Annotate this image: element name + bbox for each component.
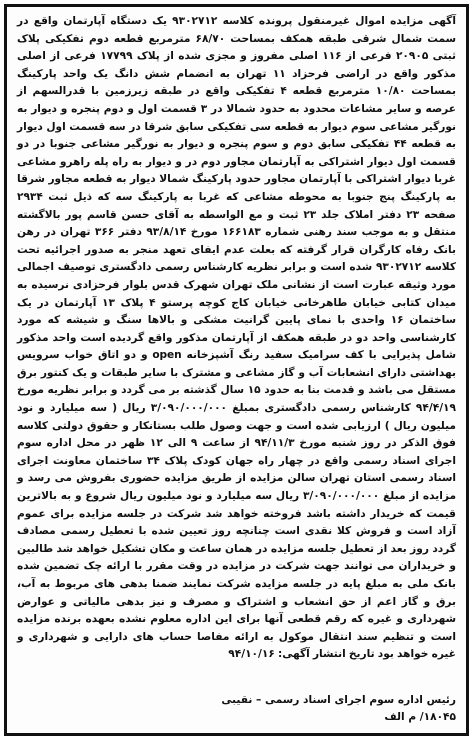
notice-body: آگهی مزایده اموال غیرمنقول پرونده کلاسه ۹۳۰۲۷۱۲ یک دستگاه آپارتمان واقع در سمت شمال شرقی طبقه همکف بمساحت ۶۸/۷۰ مترمربع قطعه دوم تفکیکی پلاک ثبتی ۲۰۹۰۵ فرعی از ۱۱۶ اصلی مفروز و مجزی شده از پلاک ۱۷۷۹۹ فرعی از اصلی مذکور واقع در اراضی فرحزاد ۱۱ تهران به انضمام شش دانگ یک واحد پارکینگ بمساحت ۱۰/۸۰ مترمربع قطعه ۴ تفکیکی واقع در طبقه زیرزمین با قدرالسهم از عرصه و سایر مشاعات محدود به حدود شمالا در ۳ قسمت اول و دوم پنجره و دیوار به نورگیر مشاعی سوم دیوار به قطعه سی تفکیکی سابق شرقا در سه قسمت اول دیوار به قطعه ۴۴ تفکیکی سابق دوم و سوم پنجره و دیوار به نورگیر مشاعی جنوبا در دو قسمت اول دیوار اشتراکی به آپارتمان مجاور دوم در و دیوار به راه پله راهرو مشاعی غربا دیوار اشتراکی با آپارتمان مجاور حدود پارکینگ شمالا دیوار به قطعه مجاور شرقا به پارکینگ پنج جنوبا به محوطه مشاعی که غربا به پارکینگ سه که ذیل ثبت ۲۹۳۴ صفحه ۲۳ دفتر املاک جلد ۲۳ ثبت و مع الواسطه به آقای حسن قاسم پور بالاگشته منتقل و به موجب سند رهنی شماره ۱۶۶۱۸۳ مورخ ۹۳/۸/۱۴ دفتر ۳۶۶ تهران در رهن بانک رفاه کارگران قرار گرفته که بعلت عدم ایفای تعهد منجر به صدور اجرائیه تحت کلاسه ۹۳۰۲۷۱۲ شده است و برابر نظریه کارشناس رسمی دادگستری توصیف اجمالی مورد وثیقه عبارت است از نشانی ملک تهران شهرک قدس بلوار فرحزادی نرسیده به میدان کتابی خیابان طاهرخانی خیابان کاج کوچه پرستو ۴ پلاک ۱۳ آپارتمان در یک ساختمان ۱۶ واحدی با نمای پایین گرانیت مشکی و بالاها سنگ و شیشه که مورد کارشناسی واحد دو در طبقه همکف از آپارتمان مذکور واقع گردیده است واحد مذکور شامل پذیرایی با کف سرامیک سفید رنگ آشپزخانه open و دو اتاق خواب سرویس بهداشتی دارای انشعابات آب و گاز مشاعی و مشترک با سایر طبقات و یک کنتور برق مستقل می باشد و قدمت بنا به حدود ۱۵ سال گذشته بر می گردد و برابر نظریه مورخ ۹۴/۴/۱۹ کارشناس رسمی دادگستری بمبلغ ۳/۰۹۰/۰۰۰/۰۰۰ ریال ( سه میلیارد و نود میلیون ریال ) ارزیابی شده است و جهت وصول طلب بستانکار و حقوق دولتی کلاسه فوق الذکر در روز شنبه مورخ ۹۴/۱۱/۳ از ساعت ۹ الی ۱۲ ظهر در محل اداره سوم اجرای اسناد رسمی واقع در چهار راه جهان کودک پلاک ۳۴ ساختمان معاونت اجرای اسناد رسمی استان تهران سالن مزایده از طریق مزایده حضوری بفروش می رسد و مزایده از مبلغ ۳/۰۹۰/۰۰۰/۰۰۰ ریال سه میلیارد و نود میلیون ریال شروع و به بالاترین قیمت که خریدار داشته باشد فروخته خواهد شد شرکت در جلسه مزایده برای عموم آزاد است و فروش کلا نقدی است چنانچه روز تعیین شده با تعطیل رسمی مصادف گردد روز بعد از تعطیل جلسه مزایده در همان ساعت و مکان تشکیل خواهد شد طالبین و خریداران می توانند جهت شرکت در مزایده در وقت مقرر با ارائه چک تضمین شده بانک ملی به مبلغ پایه در جلسه مزایده شرکت نمایند ضمنا بدهی های مربوط به آب، برق و گاز اعم از حق انشعاب و اشتراک و مصرف و نیز بدهی مالیاتی و عوارض شهرداری و غیره که رقم قطعی آنها برای این اداره معلوم نشده بعهده برنده مزایده است و تنظیم سند انتقال موکول به ارائه مفاصا حساب های دارایی و شهرداری و غیره خواهد بود تاریخ انتشار آگهی: ۹۴/۱۰/۱۶ [17, 15, 457, 661]
notice-footer [17, 692, 456, 727]
auction-notice [4, 4, 469, 736]
notice-signer: رئیس اداره سوم اجرای اسناد رسمی – نقیبی [221, 693, 456, 706]
notice-reference: ۱۸۰۴۵/ م الف [384, 711, 456, 724]
